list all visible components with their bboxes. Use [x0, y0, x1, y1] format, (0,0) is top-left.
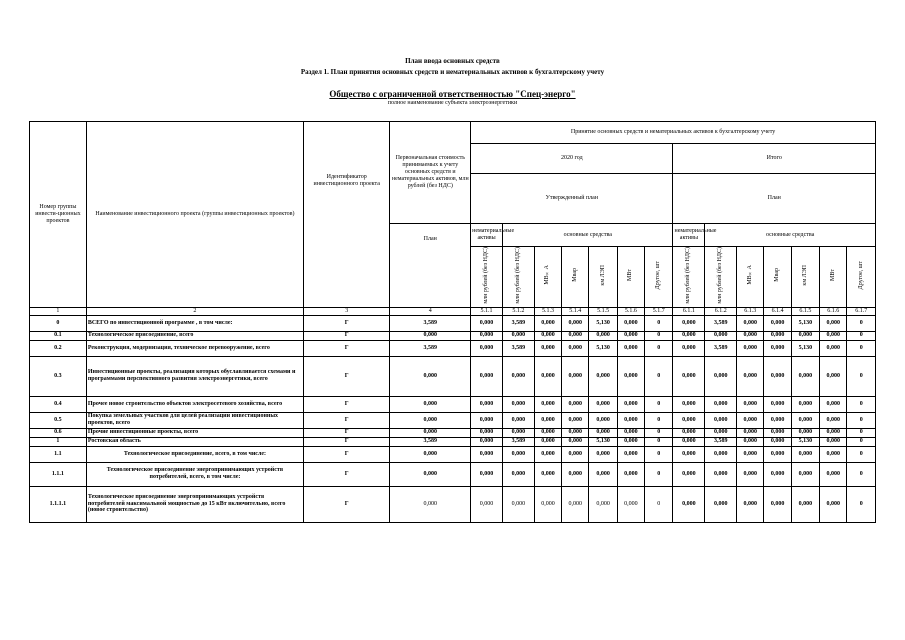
row-value: 0,000 — [820, 486, 847, 522]
row-value: 0,000 — [673, 437, 705, 446]
row-name: Прочие инвестиционные проекты, всего — [86, 428, 303, 437]
header-unit: млн рублей (без НДС) — [705, 247, 737, 308]
row-value: 0 — [847, 428, 876, 437]
row-name: Ростовская область — [86, 437, 303, 446]
row-number: 1.1 — [30, 446, 87, 462]
column-number: 5.1.6 — [617, 307, 644, 315]
row-name: Покупка земельных участков для целей реализации инвестиционных проектов, всего — [86, 412, 303, 428]
row-number: 0.1 — [30, 331, 87, 340]
header-unit: км ЛЭП — [589, 247, 617, 308]
row-value: 5,130 — [589, 315, 617, 331]
row-value: 0,000 — [471, 412, 503, 428]
row-value: 0,000 — [705, 331, 737, 340]
row-value: 0,000 — [764, 486, 791, 522]
row-value: 0,000 — [502, 331, 534, 340]
row-value: 0,000 — [534, 486, 561, 522]
row-value: 0,000 — [502, 428, 534, 437]
column-number: 3 — [304, 307, 390, 315]
row-value: 0,000 — [673, 486, 705, 522]
header-plan-short: План — [390, 224, 471, 308]
table-row — [30, 412, 876, 428]
row-value: 0,000 — [820, 356, 847, 396]
row-value: 0,000 — [673, 356, 705, 396]
row-value: 0,000 — [589, 428, 617, 437]
row-name: ВСЕГО по инвестиционной программе , в том числе: — [86, 315, 303, 331]
row-value: 0 — [847, 356, 876, 396]
row-value: 0,000 — [534, 446, 561, 462]
row-value: 0,000 — [764, 315, 791, 331]
row-value: 0,000 — [390, 462, 471, 486]
row-value: 0,000 — [705, 446, 737, 462]
header-unit: млн рублей (без НДС) — [502, 247, 534, 308]
row-id: Г — [304, 486, 390, 522]
row-name: Технологическое присоединение, всего, в том числе: — [86, 446, 303, 462]
row-value: 0,000 — [502, 412, 534, 428]
row-value: 0,000 — [764, 462, 791, 486]
page-title: План ввода основных средств — [405, 57, 500, 65]
row-value: 0 — [645, 437, 673, 446]
row-value: 0,000 — [617, 340, 644, 356]
row-value: 3,589 — [502, 437, 534, 446]
table-row — [30, 315, 876, 331]
row-value: 0,000 — [589, 356, 617, 396]
row-value: 5,130 — [791, 437, 819, 446]
row-value: 0,000 — [562, 315, 589, 331]
row-name: Технологическое присоединение энергопринимающих устройств потребителей максимальной мощностью до 15 кВт включительно, всего (новое строительство) — [86, 486, 303, 522]
table-row — [30, 462, 876, 486]
column-number: 6.1.1 — [673, 307, 705, 315]
column-number: 5.1.2 — [502, 307, 534, 315]
row-value: 0,000 — [791, 412, 819, 428]
row-value: 0 — [645, 396, 673, 412]
header-project-name: Наименование инвестиционного проекта (группы инвестиционных проектов) — [86, 122, 303, 308]
row-value: 0 — [847, 412, 876, 428]
column-number: 6.1.3 — [737, 307, 764, 315]
row-value: 0,000 — [562, 340, 589, 356]
row-number: 0.2 — [30, 340, 87, 356]
header-unit: МВ×А — [534, 247, 561, 308]
header-unit: Мвар — [764, 247, 791, 308]
row-value: 0,000 — [534, 428, 561, 437]
row-name: Прочее новое строительство объектов электросетевого хозяйства, всего — [86, 396, 303, 412]
row-id: Г — [304, 428, 390, 437]
row-value: 0,000 — [705, 428, 737, 437]
section-title: Раздел 1. План принятия основных средств и нематериальных активов к бухгалтерскому учету — [300, 68, 605, 76]
row-value: 0,000 — [390, 428, 471, 437]
row-value: 0,000 — [562, 486, 589, 522]
row-value: 3,589 — [502, 340, 534, 356]
row-value: 0,000 — [617, 428, 644, 437]
table-row — [30, 356, 876, 396]
row-value: 0,000 — [502, 446, 534, 462]
row-value: 0,000 — [737, 412, 764, 428]
row-value: 0,000 — [673, 340, 705, 356]
row-value: 0,000 — [390, 412, 471, 428]
row-value: 0,000 — [471, 437, 503, 446]
row-value: 0,000 — [589, 331, 617, 340]
row-value: 0,000 — [673, 315, 705, 331]
row-value: 0,000 — [471, 446, 503, 462]
column-number: 5.1.4 — [562, 307, 589, 315]
row-value: 0 — [847, 331, 876, 340]
header-group-number: Номер группы инвести-ционных проектов — [30, 122, 87, 308]
row-value: 0,000 — [791, 486, 819, 522]
header-unit: млн рублей (без НДС) — [471, 247, 503, 308]
row-value: 0,000 — [791, 331, 819, 340]
row-id: Г — [304, 462, 390, 486]
row-value: 0,000 — [390, 446, 471, 462]
row-value: 0,000 — [562, 437, 589, 446]
column-number: 6.1.6 — [820, 307, 847, 315]
row-id: Г — [304, 396, 390, 412]
row-value: 0,000 — [791, 428, 819, 437]
row-value: 0,000 — [617, 356, 644, 396]
row-name: Инвестиционные проекты, реализация которых обуславливается схемами и программами перспективного развития электроэнергетики, всего — [86, 356, 303, 396]
row-value: 0,000 — [562, 356, 589, 396]
row-value: 0,000 — [705, 486, 737, 522]
row-value: 0,000 — [534, 331, 561, 340]
column-number: 2 — [86, 307, 303, 315]
table-row — [30, 340, 876, 356]
row-value: 0,000 — [534, 412, 561, 428]
header-total: Итого — [673, 144, 876, 174]
row-value: 0,000 — [737, 356, 764, 396]
row-value: 0,000 — [617, 437, 644, 446]
row-value: 0,000 — [471, 331, 503, 340]
row-value: 5,130 — [791, 315, 819, 331]
header-plan: План — [673, 174, 876, 224]
row-value: 0,000 — [471, 462, 503, 486]
row-value: 0,000 — [471, 356, 503, 396]
table-row — [30, 428, 876, 437]
organization-name: Общество с ограниченной ответственностью "Спец-энерго" — [329, 89, 576, 99]
row-value: 0,000 — [673, 331, 705, 340]
header-intangible: нематериальные активы — [673, 224, 705, 247]
row-value: 0,000 — [562, 412, 589, 428]
column-number: 5.1.7 — [645, 307, 673, 315]
row-id: Г — [304, 412, 390, 428]
table-row — [30, 486, 876, 522]
row-value: 0 — [847, 462, 876, 486]
row-value: 0,000 — [737, 340, 764, 356]
row-value: 0 — [847, 446, 876, 462]
row-number: 0 — [30, 315, 87, 331]
row-value: 0,000 — [737, 446, 764, 462]
header-approved-plan: Утвержденный план — [471, 174, 673, 224]
row-value: 0,000 — [534, 356, 561, 396]
header-acceptance: Принятие основных средств и нематериальных активов к бухгалтерскому учету — [471, 122, 876, 144]
row-value: 0,000 — [562, 396, 589, 412]
row-value: 0 — [847, 396, 876, 412]
column-number: 6.1.2 — [705, 307, 737, 315]
row-value: 0 — [645, 356, 673, 396]
row-value: 0 — [847, 486, 876, 522]
column-number: 6.1.4 — [764, 307, 791, 315]
organization-caption: полное наименование субъекта электроэнергетики — [387, 100, 518, 106]
row-value: 0,000 — [764, 437, 791, 446]
row-value: 0,000 — [534, 315, 561, 331]
row-id: Г — [304, 356, 390, 396]
row-value: 0,000 — [534, 340, 561, 356]
row-value: 0,000 — [390, 486, 471, 522]
row-value: 0,000 — [737, 396, 764, 412]
row-id: Г — [304, 437, 390, 446]
row-value: 0,000 — [534, 437, 561, 446]
row-value: 0,000 — [737, 437, 764, 446]
row-value: 5,130 — [589, 437, 617, 446]
row-value: 0,000 — [820, 428, 847, 437]
header-unit: МВ×А — [737, 247, 764, 308]
row-value: 0,000 — [791, 462, 819, 486]
row-value: 0,000 — [390, 331, 471, 340]
row-value: 0,000 — [471, 340, 503, 356]
column-number: 6.1.5 — [791, 307, 819, 315]
row-value: 0,000 — [562, 446, 589, 462]
row-value: 0 — [645, 462, 673, 486]
header-initial-cost: Первоначальная стоимость принимаемых к учету основных средств и нематериальных активов, млн рублей (без НДС) — [390, 122, 471, 224]
row-value: 0,000 — [617, 396, 644, 412]
row-value: 3,589 — [705, 340, 737, 356]
row-value: 0,000 — [791, 356, 819, 396]
column-number: 5.1.5 — [589, 307, 617, 315]
row-value: 0,000 — [673, 412, 705, 428]
row-number: 1.1.1 — [30, 462, 87, 486]
row-value: 0,000 — [820, 396, 847, 412]
row-id: Г — [304, 446, 390, 462]
row-value: 0,000 — [791, 396, 819, 412]
column-number: 5.1.3 — [534, 307, 561, 315]
row-value: 3,589 — [705, 315, 737, 331]
investment-table — [29, 121, 876, 523]
row-value: 0 — [645, 446, 673, 462]
row-value: 0 — [847, 340, 876, 356]
row-value: 0,000 — [820, 437, 847, 446]
row-value: 0,000 — [589, 396, 617, 412]
table-row — [30, 446, 876, 462]
row-number: 1 — [30, 437, 87, 446]
row-value: 0,000 — [534, 396, 561, 412]
row-value: 0,000 — [820, 340, 847, 356]
row-value: 0,000 — [705, 412, 737, 428]
row-value: 3,589 — [390, 437, 471, 446]
row-value: 0,000 — [764, 331, 791, 340]
row-value: 0 — [645, 412, 673, 428]
row-value: 0,000 — [764, 340, 791, 356]
row-id: Г — [304, 315, 390, 331]
row-value: 0,000 — [820, 446, 847, 462]
row-value: 0,000 — [764, 412, 791, 428]
row-value: 0,000 — [705, 356, 737, 396]
row-value: 5,130 — [589, 340, 617, 356]
row-value: 0,000 — [764, 446, 791, 462]
header-year: 2020 год — [471, 144, 673, 174]
row-name: Технологическое присоединение, всего — [86, 331, 303, 340]
row-value: 0,000 — [502, 462, 534, 486]
header-unit: млн рублей (без НДС) — [673, 247, 705, 308]
row-value: 0 — [645, 428, 673, 437]
header-intangible: нематериальные активы — [471, 224, 503, 247]
row-value: 0,000 — [589, 412, 617, 428]
row-value: 0,000 — [764, 428, 791, 437]
row-value: 0,000 — [589, 446, 617, 462]
header-fixed-assets: основные средства — [705, 224, 876, 247]
header-project-id: Идентификатор инвестиционного проекта — [304, 122, 390, 308]
header-unit: МВт — [617, 247, 644, 308]
header-unit: км ЛЭП — [791, 247, 819, 308]
row-value: 0,000 — [617, 331, 644, 340]
row-value: 0,000 — [589, 462, 617, 486]
row-value: 0,000 — [737, 428, 764, 437]
header-unit: Другое, шт — [645, 247, 673, 308]
row-value: 0,000 — [737, 315, 764, 331]
column-number: 1 — [30, 307, 87, 315]
row-value: 0 — [645, 340, 673, 356]
row-value: 0 — [645, 331, 673, 340]
header-unit: Другое, шт — [847, 247, 876, 308]
row-value: 0,000 — [673, 446, 705, 462]
row-value: 0,000 — [562, 462, 589, 486]
row-value: 0,000 — [617, 412, 644, 428]
row-value: 0,000 — [617, 315, 644, 331]
header-fixed-assets: основные средства — [502, 224, 673, 247]
row-value: 3,589 — [390, 340, 471, 356]
header-unit: МВт — [820, 247, 847, 308]
column-number: 6.1.7 — [847, 307, 876, 315]
row-value: 0,000 — [737, 486, 764, 522]
row-value: 0,000 — [673, 462, 705, 486]
row-value: 0,000 — [673, 428, 705, 437]
table-row — [30, 331, 876, 340]
row-value: 0,000 — [820, 315, 847, 331]
header-unit: Мвар — [562, 247, 589, 308]
row-value: 0,000 — [562, 428, 589, 437]
row-value: 0 — [847, 315, 876, 331]
row-number: 0.5 — [30, 412, 87, 428]
row-name: Реконструкция, модернизация, техническое перевооружение, всего — [86, 340, 303, 356]
column-number: 4 — [390, 307, 471, 315]
row-value: 0,000 — [617, 462, 644, 486]
row-value: 0,000 — [737, 331, 764, 340]
row-value: 0,000 — [820, 412, 847, 428]
row-value: 5,130 — [791, 340, 819, 356]
row-value: 0 — [645, 486, 673, 522]
row-value: 0,000 — [617, 486, 644, 522]
row-value: 0,000 — [820, 462, 847, 486]
row-value: 0,000 — [764, 356, 791, 396]
row-value: 3,589 — [390, 315, 471, 331]
table-row — [30, 437, 876, 446]
row-value: 0,000 — [471, 396, 503, 412]
row-value: 0,000 — [562, 331, 589, 340]
row-value: 0,000 — [502, 486, 534, 522]
row-value: 0,000 — [737, 462, 764, 486]
row-number: 1.1.1.1 — [30, 486, 87, 522]
row-name: Технологическое присоединение энергопринимающих устройств потребителей, всего, в том числе: — [86, 462, 303, 486]
row-value: 3,589 — [502, 315, 534, 331]
row-value: 0,000 — [820, 331, 847, 340]
row-value: 0,000 — [791, 446, 819, 462]
row-number: 0.4 — [30, 396, 87, 412]
table-row — [30, 396, 876, 412]
row-value: 0,000 — [617, 446, 644, 462]
row-value: 0 — [645, 315, 673, 331]
row-value: 0,000 — [502, 396, 534, 412]
row-number: 0.6 — [30, 428, 87, 437]
row-value: 0,000 — [673, 396, 705, 412]
row-value: 0,000 — [471, 428, 503, 437]
row-value: 3,589 — [705, 437, 737, 446]
row-value: 0,000 — [390, 396, 471, 412]
row-value: 0,000 — [471, 486, 503, 522]
row-value: 0,000 — [589, 486, 617, 522]
row-value: 0,000 — [390, 356, 471, 396]
row-value: 0,000 — [764, 396, 791, 412]
row-value: 0,000 — [705, 462, 737, 486]
row-value: 0,000 — [705, 396, 737, 412]
row-number: 0.3 — [30, 356, 87, 396]
row-value: 0,000 — [471, 315, 503, 331]
row-id: Г — [304, 340, 390, 356]
column-number: 5.1.1 — [471, 307, 503, 315]
row-value: 0,000 — [534, 462, 561, 486]
row-id: Г — [304, 331, 390, 340]
row-value: 0 — [847, 437, 876, 446]
row-value: 0,000 — [502, 356, 534, 396]
